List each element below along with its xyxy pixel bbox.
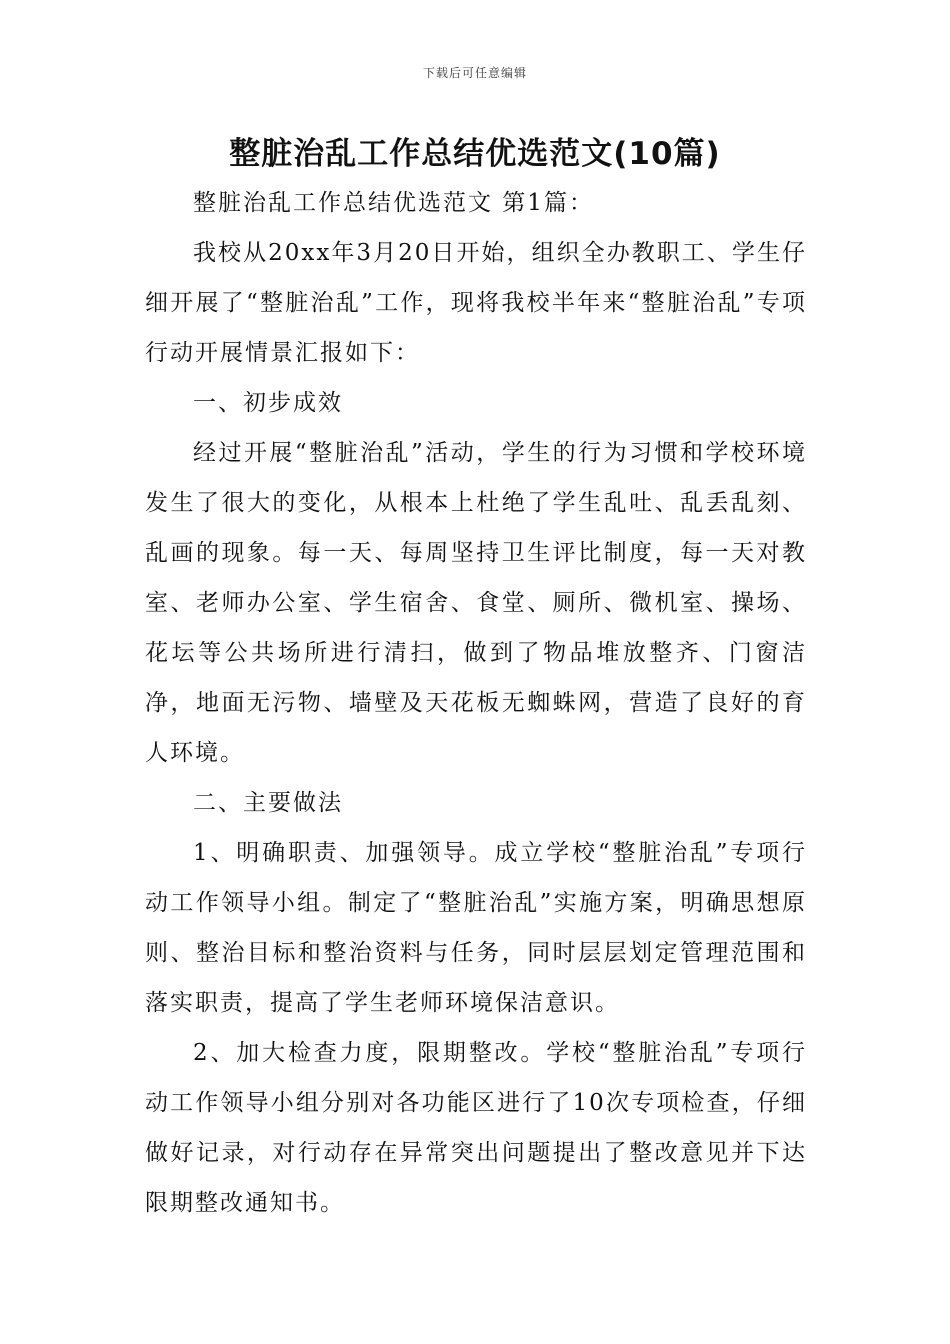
- section-subtitle: 整脏治乱工作总结优选范文 第1篇：: [193, 190, 594, 216]
- method-paragraph-1: 1、明确职责、加强领导。成立学校“整脏治乱”专项行动工作领导小组。制定了“整脏治乱”实施方案，明确思想原则、整治目标和整治资料与任务，同时层层划定管理范围和落实职责，提高了学生老师环境保洁意识。: [145, 840, 807, 1016]
- heading-initial-results: 一、初步成效: [193, 390, 343, 416]
- heading-main-methods: 二、主要做法: [193, 790, 343, 816]
- document-body: [145, 178, 807, 1228]
- header-note: 下载后可任意编辑: [422, 66, 527, 80]
- method-paragraph-2: 2、加大检查力度，限期整改。学校“整脏治乱”专项行动工作领导小组分别对各功能区进行了10次专项检查，仔细做好记录，对行动存在异常突出问题提出了整改意见并下达限期整改通知书。: [145, 1040, 807, 1216]
- results-paragraph: 经过开展“整脏治乱”活动，学生的行为习惯和学校环境发生了很大的变化，从根本上杜绝了学生乱吐、乱丢乱刻、乱画的现象。每一天、每周坚持卫生评比制度，每一天对教室、老师办公室、学生宿舍、食堂、厕所、微机室、操场、花坛等公共场所进行清扫，做到了物品堆放整齐、门窗洁净，地面无污物、墙壁及天花板无蜘蛛网，营造了良好的育人环境。: [145, 440, 807, 766]
- document-title: 整脏治乱工作总结优选范文(10篇): [229, 136, 721, 172]
- intro-paragraph: 我校从20xx年3月20日开始，组织全办教职工、学生仔细开展了“整脏治乱”工作，现将我校半年来“整脏治乱”专项行动开展情景汇报如下：: [145, 240, 807, 366]
